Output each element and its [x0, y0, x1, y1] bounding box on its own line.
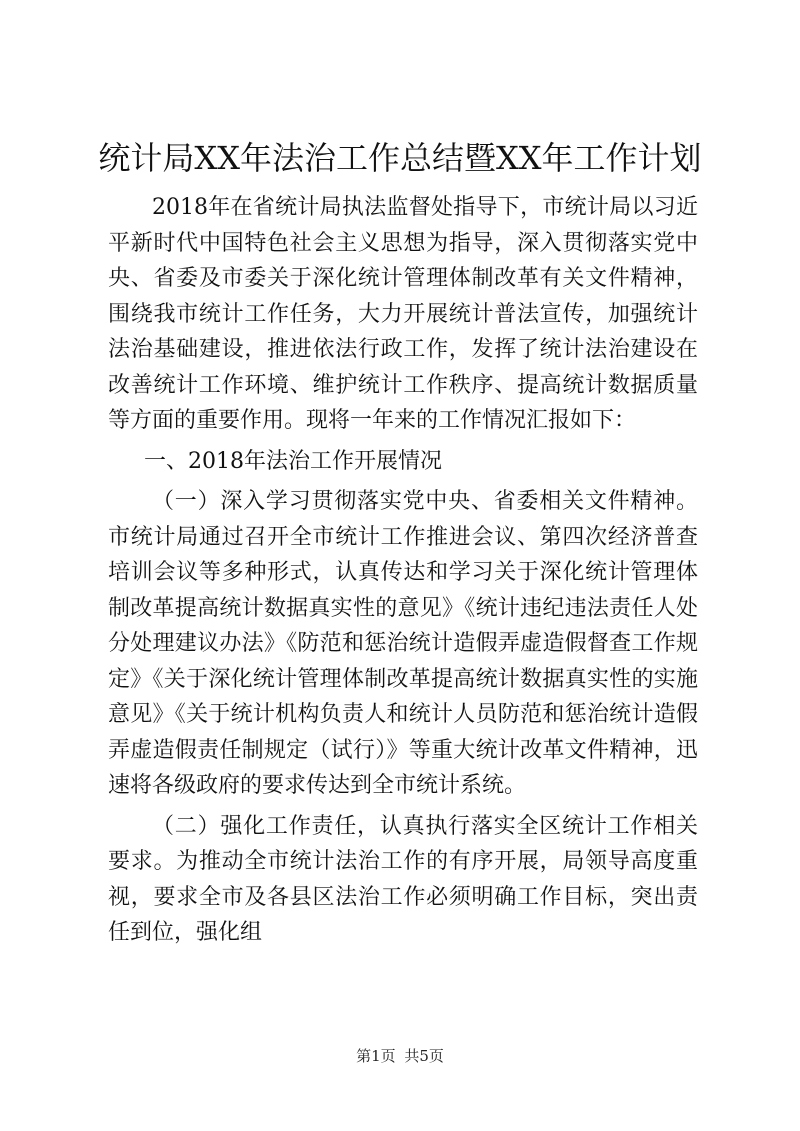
- document-body: [108, 190, 698, 956]
- body-paragraph-2: （二）强化工作责任，认真执行落实全区统计工作相关要求。为推动全市统计法治工作的有序开展，局领导高度重视，要求全市及各县区法治工作必须明确工作目标，突出责任到位，强化组: [108, 813, 698, 945]
- page-number: 第1页: [356, 1047, 396, 1065]
- intro-paragraph: 2018年在省统计局执法监督处指导下，市统计局以习近平新时代中国特色社会主义思想为指导，深入贯彻落实党中央、省委及市委关于深化统计管理体制改革有关文件精神，围绕我市统计工作任务，大力开展统计普法宣传，加强统计法治基础建设，推进依法行政工作，发挥了统计法治建设在改善统计工作环境、维护统计工作秩序、提高统计数据质量等方面的重要作用。现将一年来的工作情况汇报如下：: [108, 195, 698, 433]
- document-title: 统计局XX年法治工作总结暨XX年工作计划: [98, 139, 702, 177]
- section-heading: 一、2018年法治工作开展情况: [144, 448, 442, 474]
- page-total: 共5页: [404, 1047, 444, 1065]
- body-paragraph-1: （一）深入学习贯彻落实党中央、省委相关文件精神。市统计局通过召开全市统计工作推进会议、第四次经济普查培训会议等多种形式，认真传达和学习关于深化统计管理体制改革提高统计数据真实性的意见》《统计违纪违法责任人处分处理建议办法》《防范和惩治统计造假弄虚造假督查工作规定》《关于深化统计管理体制改革提高统计数据真实性的实施意见》《关于统计机构负责人和统计人员防范和惩治统计造假弄虚造假责任制规定（试行）》等重大统计改革文件精神，迅速将各级政府的要求传达到全市统计系统。: [108, 489, 698, 798]
- page-footer: [0, 1046, 800, 1066]
